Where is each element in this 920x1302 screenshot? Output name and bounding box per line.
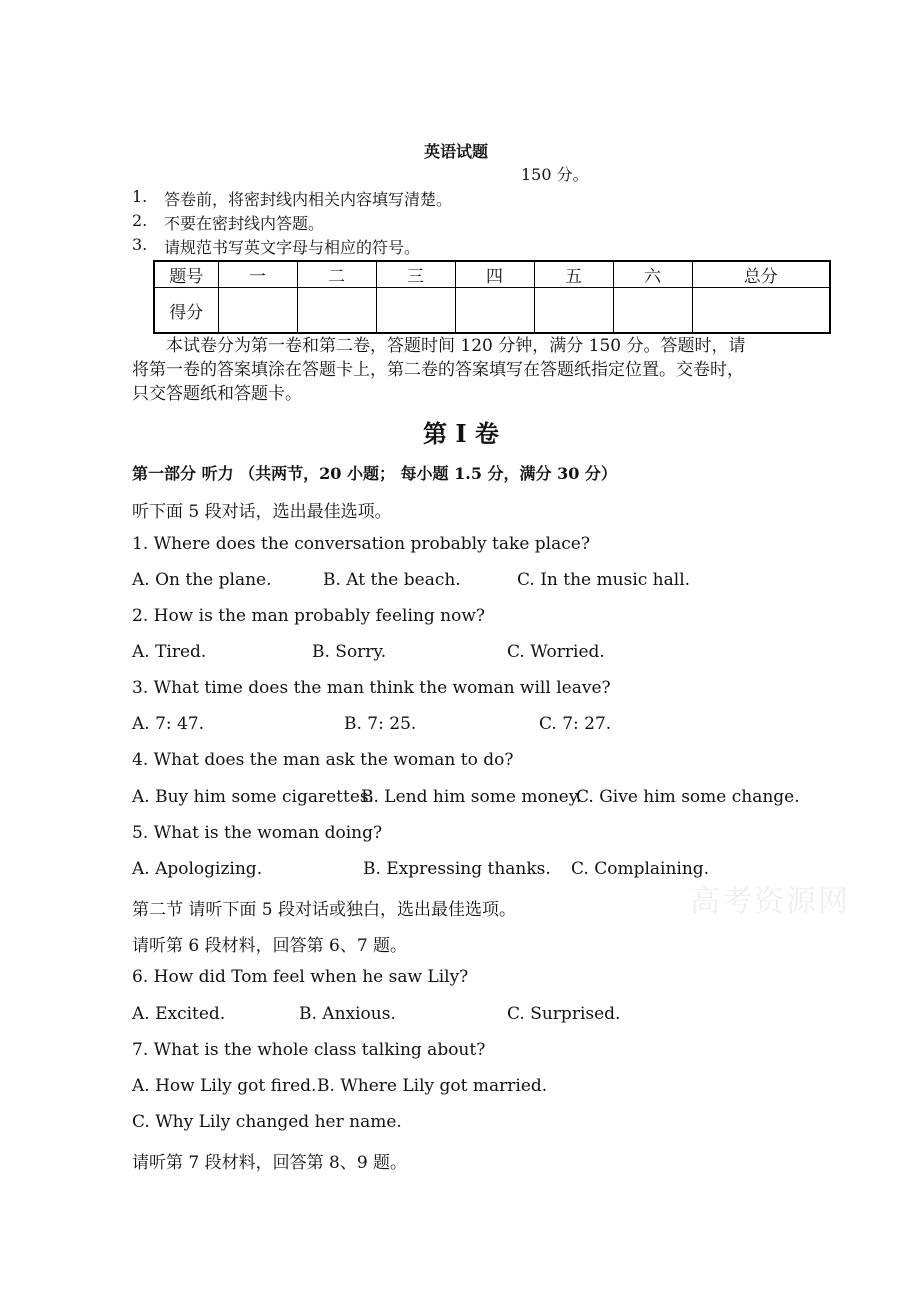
question: 7. What is the whole class talking about? <box>132 1040 486 1060</box>
part1-header: 第一部分 听力 （共两节，20 小题； 每小题 1.5 分，满分 30 分） <box>132 464 617 483</box>
material-instruction: 请听第 6 段材料，回答第 6、7 题。 <box>132 936 408 956</box>
intro-line: 本试卷分为第一卷和第二卷，答题时间 120 分钟，满分 150 分。答题时，请 <box>166 336 746 356</box>
question: 5. What is the woman doing? <box>132 823 383 843</box>
section1-instruction: 听下面 5 段对话，选出最佳选项。 <box>132 502 392 522</box>
option: C. Why Lily changed her name. <box>132 1112 402 1132</box>
option: A. 7: 47. <box>132 714 205 734</box>
material-instruction: 请听第 7 段材料，回答第 8、9 题。 <box>132 1153 408 1173</box>
option: B. 7: 25. <box>344 714 417 734</box>
question: 4. What does the man ask the woman to do? <box>132 750 514 770</box>
option: A. On the plane. <box>132 570 272 590</box>
score-cell <box>297 288 376 334</box>
instruction-text: 不要在密封线内答题。 <box>164 214 325 233</box>
option: B. Where Lily got married. <box>317 1076 548 1096</box>
question: 2. How is the man probably feeling now? <box>132 606 486 626</box>
watermark: 高考资源网 <box>690 884 850 919</box>
score-cell <box>613 288 692 334</box>
header-cell: 三 <box>376 261 455 288</box>
instruction-number: 2. <box>132 211 148 230</box>
option: C. In the music hall. <box>517 570 691 590</box>
option: C. Complaining. <box>571 859 710 879</box>
volume-title: 第 I 卷 <box>423 419 499 448</box>
score-table <box>153 260 831 334</box>
score-note: 150 分。 <box>521 165 589 184</box>
option: B. Lend him some money. <box>361 787 582 807</box>
score-cell <box>534 288 613 334</box>
option: B. Sorry. <box>312 642 387 662</box>
option: A. Apologizing. <box>132 859 263 879</box>
doc-title: 英语试题 <box>424 142 489 161</box>
header-cell: 五 <box>534 261 613 288</box>
header-cell: 六 <box>613 261 692 288</box>
option: A. Buy him some cigarettes. <box>132 787 375 807</box>
option: C. Surprised. <box>507 1004 621 1024</box>
intro-paragraph <box>132 334 797 406</box>
section2-header: 第二节 请听下面 5 段对话或独白，选出最佳选项。 <box>132 900 517 920</box>
question: 3. What time does the man think the woman will leave? <box>132 678 611 698</box>
question: 6. How did Tom feel when he saw Lily? <box>132 967 469 987</box>
row-label-cell: 得分 <box>154 288 218 334</box>
option: A. How Lily got fired. <box>132 1076 317 1096</box>
instruction-number: 3. <box>132 235 148 254</box>
header-cell: 二 <box>297 261 376 288</box>
instruction-number: 1. <box>132 187 148 206</box>
score-cell <box>376 288 455 334</box>
intro-line: 将第一卷的答案填涂在答题卡上，第二卷的答案填写在答题纸指定位置。交卷时， <box>132 360 744 380</box>
instruction-text: 请规范书写英文字母与相应的符号。 <box>164 238 421 257</box>
option: B. At the beach. <box>323 570 461 590</box>
option: A. Excited. <box>132 1004 226 1024</box>
score-cell <box>218 288 297 334</box>
question: 1. Where does the conversation probably take place? <box>132 534 590 554</box>
header-cell: 四 <box>455 261 534 288</box>
option: C. Give him some change. <box>576 787 800 807</box>
instruction-text: 答卷前，将密封线内相关内容填写清楚。 <box>164 190 453 209</box>
option: B. Anxious. <box>299 1004 396 1024</box>
intro-line: 只交答题纸和答题卡。 <box>132 384 302 404</box>
option: C. Worried. <box>507 642 605 662</box>
score-cell <box>692 288 830 334</box>
header-cell: 题号 <box>154 261 218 288</box>
score-table-score-row <box>154 288 830 334</box>
header-cell: 一 <box>218 261 297 288</box>
option: A. Tired. <box>132 642 207 662</box>
option: C. 7: 27. <box>539 714 612 734</box>
header-cell: 总分 <box>692 261 830 288</box>
score-cell <box>455 288 534 334</box>
option: B. Expressing thanks. <box>363 859 551 879</box>
score-table-header-row <box>154 261 830 288</box>
